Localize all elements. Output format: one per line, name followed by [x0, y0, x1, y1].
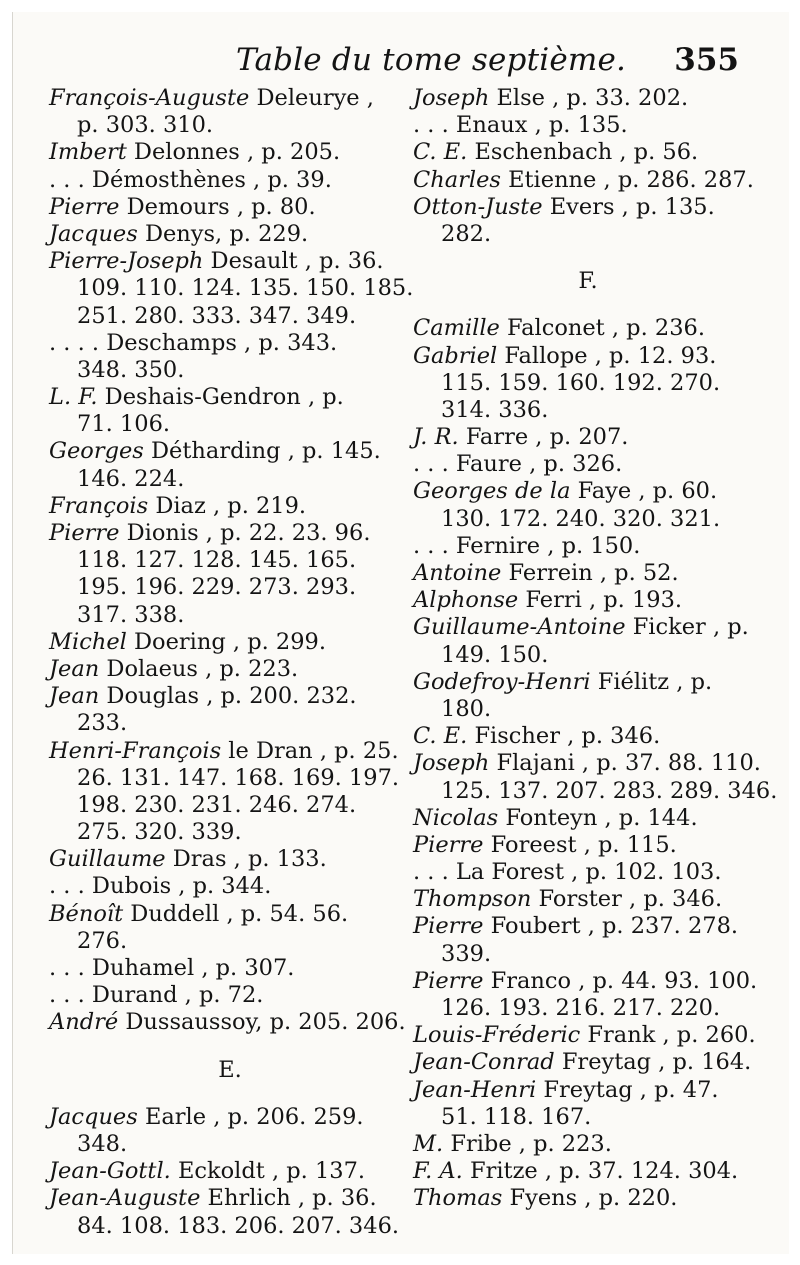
index-continuation-line: 314. 336. [441, 396, 549, 423]
entry-given-name: Gabriel [413, 342, 498, 369]
entry-surname-pages: Dolaeus , p. 223. [99, 655, 299, 682]
index-entry [413, 533, 763, 560]
entry-given-name: M. [413, 1130, 444, 1157]
index-continuation-line: 317. 338. [77, 601, 185, 628]
index-entry [413, 614, 763, 641]
index-column-left [49, 85, 414, 1240]
entry-surname-pages: Freytag , p. 164. [554, 1049, 752, 1076]
entry-surname-pages: Denys, p. 229. [137, 220, 309, 247]
entry-given-name: Georges [49, 438, 144, 465]
index-entry [49, 873, 411, 900]
index-entry [49, 901, 411, 928]
entry-given-name: Otton-Juste [413, 193, 543, 220]
entry-surname-pages: Doering , p. 299. [126, 628, 327, 655]
entry-surname-pages: Douglas , p. 200. 232. [99, 683, 357, 710]
index-entry [413, 167, 763, 194]
entry-given-name: François [49, 492, 149, 519]
index-entry [49, 629, 411, 656]
index-entry [49, 1009, 411, 1036]
entry-given-name: Jean-Henri [413, 1076, 537, 1103]
index-continuation-line: 348. 350. [77, 356, 185, 383]
index-entry [49, 656, 411, 683]
index-continuation-line: 339. [441, 940, 492, 967]
entry-given-name: Jean-Auguste [49, 1185, 201, 1212]
index-entry [49, 384, 411, 411]
index-entry [413, 1131, 763, 1158]
entry-surname-pages: Deshais-Gendron , p. [97, 384, 344, 411]
index-entry [49, 221, 411, 248]
index-entry [49, 846, 411, 873]
entry-surname-pages: Farre , p. 207. [458, 424, 629, 451]
entry-surname-pages: Détharding , p. 145. [143, 438, 381, 465]
index-entry [49, 438, 411, 465]
entry-surname-pages: Else , p. 33. 202. [489, 85, 689, 111]
entry-surname-pages: Fallope , p. 12. 93. [497, 342, 717, 369]
entry-surname-pages: Ficker , p. [625, 614, 749, 641]
entry-given-name: Imbert [49, 139, 127, 166]
entry-surname-pages: Eckoldt , p. 137. [170, 1158, 366, 1185]
index-entry [413, 968, 763, 995]
index-continuation-line: 109. 110. 124. 135. 150. 185. [77, 275, 414, 302]
entry-given-name: Nicolas [413, 804, 499, 831]
entry-given-name: F. A. [413, 1158, 463, 1185]
entry-surname-pages: Duddell , p. 54. 56. [123, 900, 349, 927]
entry-surname-pages: Dras , p. 133. [165, 846, 327, 873]
entry-surname-pages: Eschenbach , p. 56. [467, 139, 699, 166]
entry-surname-pages: Demours , p. 80. [119, 193, 316, 220]
entry-surname-pages: . . . La Forest , p. 102. 103. [413, 859, 722, 886]
index-continuation-line: 233. [77, 710, 128, 737]
entry-surname-pages: . . . Duhamel , p. 307. [49, 955, 295, 981]
entry-surname-pages: Flajani , p. 37. 88. 110. [489, 750, 761, 777]
index-entry [49, 1104, 411, 1131]
index-entry [413, 451, 763, 478]
index-entry [413, 1185, 763, 1212]
entry-given-name: Jacques [49, 220, 138, 247]
index-entry [413, 669, 763, 696]
entry-surname-pages: Delonnes , p. 205. [126, 139, 341, 166]
index-continuation-line: 251. 280. 333. 347. 349. [77, 302, 357, 329]
entry-surname-pages: Frank , p. 260. [580, 1022, 756, 1049]
entry-surname-pages: Desault , p. 36. [203, 248, 384, 275]
index-continuation-line: 149. 150. [441, 641, 549, 668]
entry-surname-pages: Fritze , p. 37. 124. 304. [462, 1158, 739, 1185]
index-continuation-line: 180. [441, 695, 492, 722]
index-entry [49, 194, 411, 221]
entry-surname-pages: Earle , p. 206. 259. [137, 1103, 364, 1130]
entry-surname-pages: Franco , p. 44. 93. 100. [483, 967, 758, 994]
entry-given-name: Guillaume-Antoine [413, 614, 626, 641]
entry-given-name: Antoine [413, 560, 502, 586]
index-entry [49, 982, 411, 1009]
entry-given-name: Camille [413, 315, 500, 342]
entry-given-name: J. R. [413, 424, 459, 451]
entry-surname-pages: Foreest , p. 115. [483, 831, 677, 858]
index-entry [49, 683, 411, 710]
entry-surname-pages: Ferri , p. 193. [518, 587, 683, 614]
entry-surname-pages: le Dran , p. 25. [221, 737, 399, 764]
index-continuation-line: 126. 193. 216. 217. 220. [441, 995, 721, 1021]
entry-surname-pages: Fonteyn , p. 144. [498, 804, 698, 831]
index-continuation-line: 282. [441, 220, 492, 247]
entry-given-name: Pierre [413, 913, 484, 940]
index-entry [413, 859, 763, 886]
index-entry [413, 750, 763, 777]
entry-surname-pages: . . . Démosthènes , p. 39. [49, 166, 332, 193]
entry-given-name: François-Auguste [49, 85, 250, 111]
entry-given-name: Joseph [413, 85, 490, 111]
entry-surname-pages: Foubert , p. 237. 278. [483, 913, 739, 940]
section-spacer [49, 1037, 411, 1057]
entry-surname-pages: Fyens , p. 220. [502, 1185, 678, 1212]
entry-surname-pages: . . . Enaux , p. 135. [413, 112, 628, 139]
index-continuation-line: 146. 224. [77, 465, 185, 492]
index-entry [413, 560, 763, 587]
index-entry [413, 112, 763, 139]
entry-surname-pages: Dionis , p. 22. 23. 96. [119, 520, 371, 546]
entry-surname-pages: Ferrein , p. 52. [501, 560, 679, 586]
entry-surname-pages: Fiélitz , p. [590, 668, 713, 695]
index-continuation-line: 348. [77, 1130, 128, 1157]
entry-surname-pages: Evers , p. 135. [542, 193, 715, 220]
entry-given-name: André [49, 1009, 119, 1036]
entry-given-name: Thomas [413, 1185, 503, 1212]
index-entry [413, 85, 763, 112]
entry-given-name: Jean [49, 655, 100, 682]
entry-surname-pages: Ehrlich , p. 36. [200, 1185, 377, 1212]
section-letter-heading: F. [578, 268, 598, 295]
page-number: 355 [674, 42, 739, 78]
entry-given-name: Henri-François [49, 737, 222, 764]
index-entry [49, 167, 411, 194]
index-entry [413, 587, 763, 614]
index-continuation-line: 275. 320. 339. [77, 819, 242, 846]
index-entry [413, 424, 763, 451]
index-entry [49, 248, 411, 275]
entry-surname-pages: . . . . Deschamps , p. 343. [49, 329, 338, 356]
entry-surname-pages: Forster , p. 346. [531, 886, 723, 913]
entry-given-name: Jacques [49, 1103, 138, 1130]
entry-surname-pages: Fribe , p. 223. [443, 1130, 612, 1157]
index-entry [413, 913, 763, 940]
entry-surname-pages: Dussaussoy, p. 205. 206. [118, 1009, 406, 1036]
index-entry [413, 886, 763, 913]
entry-given-name: Pierre [413, 831, 484, 858]
index-entry [413, 805, 763, 832]
index-entry [49, 85, 411, 112]
index-continuation-line: 130. 172. 240. 320. 321. [441, 505, 721, 532]
page-header [13, 42, 789, 88]
entry-given-name: Louis-Fréderic [413, 1022, 581, 1049]
entry-given-name: Pierre [49, 193, 120, 220]
index-entry [49, 330, 411, 357]
index-continuation-line: 51. 118. 167. [441, 1103, 592, 1130]
entry-given-name: Pierre [413, 967, 484, 994]
entry-given-name: Thompson [413, 886, 532, 913]
index-continuation-line: 84. 108. 183. 206. 207. 346. [77, 1212, 400, 1239]
index-entry [49, 520, 411, 547]
index-entry [49, 1185, 411, 1212]
index-entry [413, 1049, 763, 1076]
index-continuation-line: 195. 196. 229. 273. 293. [77, 574, 357, 601]
index-entry [413, 1158, 763, 1185]
index-entry [413, 194, 763, 221]
entry-given-name: Michel [49, 628, 127, 655]
index-entry [413, 478, 763, 505]
index-continuation-line: 198. 230. 231. 246. 274. [77, 791, 357, 818]
index-entry [413, 723, 763, 750]
section-spacer [49, 1084, 411, 1104]
entry-given-name: Jean-Conrad [413, 1049, 555, 1076]
entry-given-name: C. E. [413, 723, 468, 750]
entry-given-name: Pierre-Joseph [49, 248, 204, 275]
index-continuation-line: 115. 159. 160. 192. 270. [441, 369, 721, 396]
entry-surname-pages: . . . Dubois , p. 344. [49, 873, 272, 900]
entry-given-name: C. E. [413, 139, 468, 166]
section-spacer [413, 295, 763, 315]
index-entry [413, 832, 763, 859]
index-entry [413, 1077, 763, 1104]
entry-given-name: Alphonse [413, 587, 519, 614]
index-continuation-line: 71. 106. [77, 411, 171, 438]
page-title: Table du tome septième. [236, 42, 627, 78]
entry-surname-pages: Diaz , p. 219. [148, 492, 307, 519]
entry-surname-pages: Falconet , p. 236. [499, 315, 705, 342]
section-letter-heading: E. [218, 1056, 242, 1083]
index-column-right [413, 85, 778, 1213]
entry-given-name: Bénoît [49, 900, 124, 927]
entry-given-name: Jean [49, 683, 100, 710]
entry-given-name: Georges de la [413, 478, 571, 505]
entry-given-name: Joseph [413, 750, 490, 777]
entry-given-name: Guillaume [49, 846, 166, 873]
index-entry [413, 315, 763, 342]
index-entry [413, 139, 763, 166]
index-entry [49, 139, 411, 166]
index-continuation-line: 118. 127. 128. 145. 165. [77, 547, 357, 574]
entry-surname-pages: . . . Fernire , p. 150. [413, 532, 641, 559]
entry-surname-pages: . . . Faure , p. 326. [413, 451, 623, 478]
entry-given-name: Jean-Gottl. [49, 1158, 171, 1185]
index-entry [413, 343, 763, 370]
index-entry [49, 493, 411, 520]
index-entry [49, 738, 411, 765]
entry-surname-pages: Freytag , p. 47. [536, 1076, 719, 1103]
entry-given-name: Godefroy-Henri [413, 668, 591, 695]
entry-surname-pages: Deleurye , [249, 85, 374, 111]
entry-surname-pages: Fischer , p. 346. [467, 723, 661, 750]
book-page [12, 12, 789, 1254]
index-continuation-line: 276. [77, 927, 128, 954]
section-spacer [413, 248, 763, 268]
index-continuation-line: 125. 137. 207. 283. 289. 346. [441, 777, 778, 804]
entry-given-name: Charles [413, 166, 501, 193]
entry-given-name: L. F. [49, 384, 98, 411]
entry-surname-pages: Etienne , p. 286. 287. [500, 166, 754, 193]
entry-surname-pages: . . . Durand , p. 72. [49, 982, 264, 1009]
index-continuation-line: p. 303. 310. [77, 112, 214, 139]
index-continuation-line: 26. 131. 147. 168. 169. 197. [77, 764, 400, 791]
index-entry [413, 1022, 763, 1049]
entry-given-name: Pierre [49, 520, 120, 546]
index-entry [49, 955, 411, 982]
index-entry [49, 1158, 411, 1185]
entry-surname-pages: Faye , p. 60. [570, 478, 718, 505]
